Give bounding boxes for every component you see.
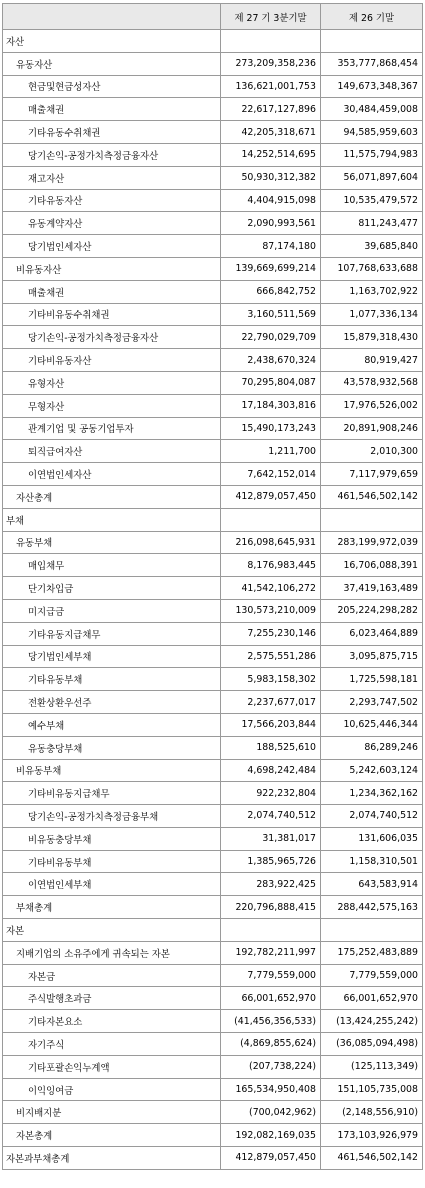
- prior-period-value: 353,777,868,454: [321, 52, 423, 75]
- prior-period-value: 2,293,747,502: [321, 691, 423, 714]
- row-label: 당기손익-공정가치측정금융부채: [3, 805, 221, 828]
- prior-period-value: 7,117,979,659: [321, 463, 423, 486]
- row-label: 자산: [3, 30, 221, 53]
- row-label: 예수부채: [3, 713, 221, 736]
- row-label: 기타포괄손익누계액: [3, 1055, 221, 1078]
- row-label: 지배기업의 소유주에게 귀속되는 자본: [3, 941, 221, 964]
- prior-period-value: 39,685,840: [321, 235, 423, 258]
- current-period-value: 17,566,203,844: [221, 713, 321, 736]
- prior-period-value: 17,976,526,002: [321, 394, 423, 417]
- table-row: [3, 1147, 423, 1170]
- row-label: 유동부채: [3, 531, 221, 554]
- table-row: [3, 349, 423, 372]
- prior-period-value: 461,546,502,142: [321, 1147, 423, 1170]
- current-period-value: (41,456,356,533): [221, 1010, 321, 1033]
- row-label: 당기법인세부채: [3, 645, 221, 668]
- row-label: 자본금: [3, 964, 221, 987]
- row-label: 자산총계: [3, 485, 221, 508]
- current-period-value: 216,098,645,931: [221, 531, 321, 554]
- prior-period-value: 94,585,959,603: [321, 121, 423, 144]
- row-label: 유동충당부채: [3, 736, 221, 759]
- table-row: [3, 873, 423, 896]
- current-period-value: [221, 508, 321, 531]
- prior-period-value: 461,546,502,142: [321, 485, 423, 508]
- row-label: 유형자산: [3, 371, 221, 394]
- current-period-value: 50,930,312,382: [221, 166, 321, 189]
- prior-period-value: [321, 30, 423, 53]
- table-row: [3, 98, 423, 121]
- table-row: [3, 52, 423, 75]
- table-row: [3, 463, 423, 486]
- prior-period-value: 15,879,318,430: [321, 326, 423, 349]
- table-row: [3, 805, 423, 828]
- current-period-value: 139,669,699,214: [221, 257, 321, 280]
- current-period-value: 666,842,752: [221, 280, 321, 303]
- current-period-value: 273,209,358,236: [221, 52, 321, 75]
- balance-sheet-table: [2, 3, 423, 1170]
- prior-period-value: 80,919,427: [321, 349, 423, 372]
- table-row: [3, 326, 423, 349]
- current-period-value: (4,869,855,624): [221, 1033, 321, 1056]
- table-row: [3, 827, 423, 850]
- current-period-value: 31,381,017: [221, 827, 321, 850]
- row-label: 기타유동부채: [3, 668, 221, 691]
- prior-period-value: 288,442,575,163: [321, 896, 423, 919]
- prior-period-value: 6,023,464,889: [321, 622, 423, 645]
- table-row: [3, 987, 423, 1010]
- prior-period-value: 175,252,483,889: [321, 941, 423, 964]
- table-row: [3, 713, 423, 736]
- prior-period-value: 11,575,794,983: [321, 143, 423, 166]
- current-period-value: [221, 30, 321, 53]
- current-period-value: 188,525,610: [221, 736, 321, 759]
- table-row: [3, 941, 423, 964]
- table-row: [3, 1124, 423, 1147]
- current-period-value: 4,404,915,098: [221, 189, 321, 212]
- row-label: 단기차입금: [3, 577, 221, 600]
- row-label: 기타자본요소: [3, 1010, 221, 1033]
- current-period-value: 412,879,057,450: [221, 1147, 321, 1170]
- row-label: 이익잉여금: [3, 1078, 221, 1101]
- table-row: [3, 1055, 423, 1078]
- table-row: [3, 257, 423, 280]
- row-label: 당기손익-공정가치측정금융자산: [3, 143, 221, 166]
- prior-period-value: 16,706,088,391: [321, 554, 423, 577]
- prior-period-value: 1,158,310,501: [321, 850, 423, 873]
- prior-period-value: 149,673,348,367: [321, 75, 423, 98]
- row-label: 자본: [3, 919, 221, 942]
- current-period-value: 192,082,169,035: [221, 1124, 321, 1147]
- row-label: 주식발행초과금: [3, 987, 221, 1010]
- row-label: 자본과부채총계: [3, 1147, 221, 1170]
- table-row: [3, 896, 423, 919]
- current-period-value: (700,042,962): [221, 1101, 321, 1124]
- prior-period-value: 66,001,652,970: [321, 987, 423, 1010]
- prior-period-value: 7,779,559,000: [321, 964, 423, 987]
- current-period-value: 2,090,993,561: [221, 212, 321, 235]
- row-label: 미지급금: [3, 599, 221, 622]
- row-label: 무형자산: [3, 394, 221, 417]
- row-label: 부채총계: [3, 896, 221, 919]
- current-period-value: 1,385,965,726: [221, 850, 321, 873]
- table-row: [3, 1010, 423, 1033]
- current-period-value: 22,617,127,896: [221, 98, 321, 121]
- current-period-value: 7,779,559,000: [221, 964, 321, 987]
- prior-period-value: 2,074,740,512: [321, 805, 423, 828]
- table-row: [3, 371, 423, 394]
- current-period-value: [221, 919, 321, 942]
- table-row: [3, 30, 423, 53]
- current-period-value: 136,621,001,753: [221, 75, 321, 98]
- row-label: 재고자산: [3, 166, 221, 189]
- table-row: [3, 166, 423, 189]
- prior-period-value: 643,583,914: [321, 873, 423, 896]
- table-row: [3, 440, 423, 463]
- table-row: [3, 1101, 423, 1124]
- table-row: [3, 303, 423, 326]
- current-period-value: 42,205,318,671: [221, 121, 321, 144]
- row-label: 기타비유동부채: [3, 850, 221, 873]
- current-period-value: 2,074,740,512: [221, 805, 321, 828]
- table-row: [3, 554, 423, 577]
- table-row: [3, 599, 423, 622]
- current-period-value: 66,001,652,970: [221, 987, 321, 1010]
- row-label: 현금및현금성자산: [3, 75, 221, 98]
- prior-period-value: 1,725,598,181: [321, 668, 423, 691]
- table-row: [3, 1033, 423, 1056]
- table-row: [3, 531, 423, 554]
- prior-period-value: [321, 919, 423, 942]
- row-label: 매입채무: [3, 554, 221, 577]
- row-label: 이연법인세부채: [3, 873, 221, 896]
- balance-sheet-body: [3, 4, 423, 1170]
- prior-period-value: (125,113,349): [321, 1055, 423, 1078]
- prior-period-value: 10,535,479,572: [321, 189, 423, 212]
- prior-period-value: 205,224,298,282: [321, 599, 423, 622]
- prior-period-value: 1,234,362,162: [321, 782, 423, 805]
- table-row: [3, 759, 423, 782]
- prior-period-value: 1,077,336,134: [321, 303, 423, 326]
- prior-period-value: 131,606,035: [321, 827, 423, 850]
- prior-period-value: 2,010,300: [321, 440, 423, 463]
- row-label: 매출채권: [3, 98, 221, 121]
- current-period-value: 165,534,950,408: [221, 1078, 321, 1101]
- header-current-period: 제 27 기 3분기말: [221, 4, 321, 30]
- table-row: [3, 577, 423, 600]
- table-row: [3, 235, 423, 258]
- table-row: [3, 143, 423, 166]
- table-row: [3, 212, 423, 235]
- table-row: [3, 417, 423, 440]
- prior-period-value: 10,625,446,344: [321, 713, 423, 736]
- row-label: 비유동부채: [3, 759, 221, 782]
- table-row: [3, 919, 423, 942]
- current-period-value: 7,642,152,014: [221, 463, 321, 486]
- current-period-value: 17,184,303,816: [221, 394, 321, 417]
- row-label: 자기주식: [3, 1033, 221, 1056]
- table-row: [3, 782, 423, 805]
- table-row: [3, 622, 423, 645]
- row-label: 당기법인세자산: [3, 235, 221, 258]
- current-period-value: 22,790,029,709: [221, 326, 321, 349]
- row-label: 매출채권: [3, 280, 221, 303]
- table-row: [3, 189, 423, 212]
- row-label: 부채: [3, 508, 221, 531]
- table-row: [3, 1078, 423, 1101]
- row-label: 기타유동수취채권: [3, 121, 221, 144]
- row-label: 유동자산: [3, 52, 221, 75]
- table-row: [3, 121, 423, 144]
- row-label: 비유동자산: [3, 257, 221, 280]
- header-prior-period: 제 26 기말: [321, 4, 423, 30]
- row-label: 관계기업 및 공동기업투자: [3, 417, 221, 440]
- current-period-value: 3,160,511,569: [221, 303, 321, 326]
- row-label: 비유동충당부채: [3, 827, 221, 850]
- prior-period-value: (2,148,556,910): [321, 1101, 423, 1124]
- header-blank-cell: [3, 4, 221, 30]
- row-label: 이연법인세자산: [3, 463, 221, 486]
- table-row: [3, 508, 423, 531]
- table-row: [3, 645, 423, 668]
- table-row: [3, 850, 423, 873]
- prior-period-value: 30,484,459,008: [321, 98, 423, 121]
- table-row: [3, 668, 423, 691]
- row-label: 기타유동자산: [3, 189, 221, 212]
- current-period-value: 7,255,230,146: [221, 622, 321, 645]
- table-row: [3, 394, 423, 417]
- current-period-value: 220,796,888,415: [221, 896, 321, 919]
- row-label: 기타비유동수취채권: [3, 303, 221, 326]
- prior-period-value: 283,199,972,039: [321, 531, 423, 554]
- table-row: [3, 964, 423, 987]
- current-period-value: 70,295,804,087: [221, 371, 321, 394]
- row-label: 자본총계: [3, 1124, 221, 1147]
- current-period-value: 922,232,804: [221, 782, 321, 805]
- current-period-value: 5,983,158,302: [221, 668, 321, 691]
- row-label: 유동계약자산: [3, 212, 221, 235]
- prior-period-value: 107,768,633,688: [321, 257, 423, 280]
- current-period-value: 283,922,425: [221, 873, 321, 896]
- row-label: 전환상환우선주: [3, 691, 221, 714]
- prior-period-value: 1,163,702,922: [321, 280, 423, 303]
- current-period-value: 2,575,551,286: [221, 645, 321, 668]
- prior-period-value: 173,103,926,979: [321, 1124, 423, 1147]
- prior-period-value: 56,071,897,604: [321, 166, 423, 189]
- prior-period-value: 37,419,163,489: [321, 577, 423, 600]
- current-period-value: 412,879,057,450: [221, 485, 321, 508]
- current-period-value: 8,176,983,445: [221, 554, 321, 577]
- row-label: 기타유동지급채무: [3, 622, 221, 645]
- prior-period-value: 20,891,908,246: [321, 417, 423, 440]
- prior-period-value: [321, 508, 423, 531]
- prior-period-value: 811,243,477: [321, 212, 423, 235]
- current-period-value: 130,573,210,009: [221, 599, 321, 622]
- table-row: [3, 691, 423, 714]
- prior-period-value: 5,242,603,124: [321, 759, 423, 782]
- row-label: 퇴직급여자산: [3, 440, 221, 463]
- prior-period-value: 151,105,735,008: [321, 1078, 423, 1101]
- current-period-value: (207,738,224): [221, 1055, 321, 1078]
- prior-period-value: 3,095,875,715: [321, 645, 423, 668]
- current-period-value: 4,698,242,484: [221, 759, 321, 782]
- current-period-value: 14,252,514,695: [221, 143, 321, 166]
- prior-period-value: 86,289,246: [321, 736, 423, 759]
- prior-period-value: 43,578,932,568: [321, 371, 423, 394]
- current-period-value: 2,237,677,017: [221, 691, 321, 714]
- current-period-value: 87,174,180: [221, 235, 321, 258]
- current-period-value: 15,490,173,243: [221, 417, 321, 440]
- table-row: [3, 485, 423, 508]
- current-period-value: 2,438,670,324: [221, 349, 321, 372]
- current-period-value: 192,782,211,997: [221, 941, 321, 964]
- table-row: [3, 736, 423, 759]
- header-row: [3, 4, 423, 30]
- row-label: 기타비유동자산: [3, 349, 221, 372]
- current-period-value: 41,542,106,272: [221, 577, 321, 600]
- table-row: [3, 280, 423, 303]
- prior-period-value: (13,424,255,242): [321, 1010, 423, 1033]
- prior-period-value: (36,085,094,498): [321, 1033, 423, 1056]
- current-period-value: 1,211,700: [221, 440, 321, 463]
- row-label: 비지배지분: [3, 1101, 221, 1124]
- row-label: 기타비유동지급채무: [3, 782, 221, 805]
- row-label: 당기손익-공정가치측정금융자산: [3, 326, 221, 349]
- table-row: [3, 75, 423, 98]
